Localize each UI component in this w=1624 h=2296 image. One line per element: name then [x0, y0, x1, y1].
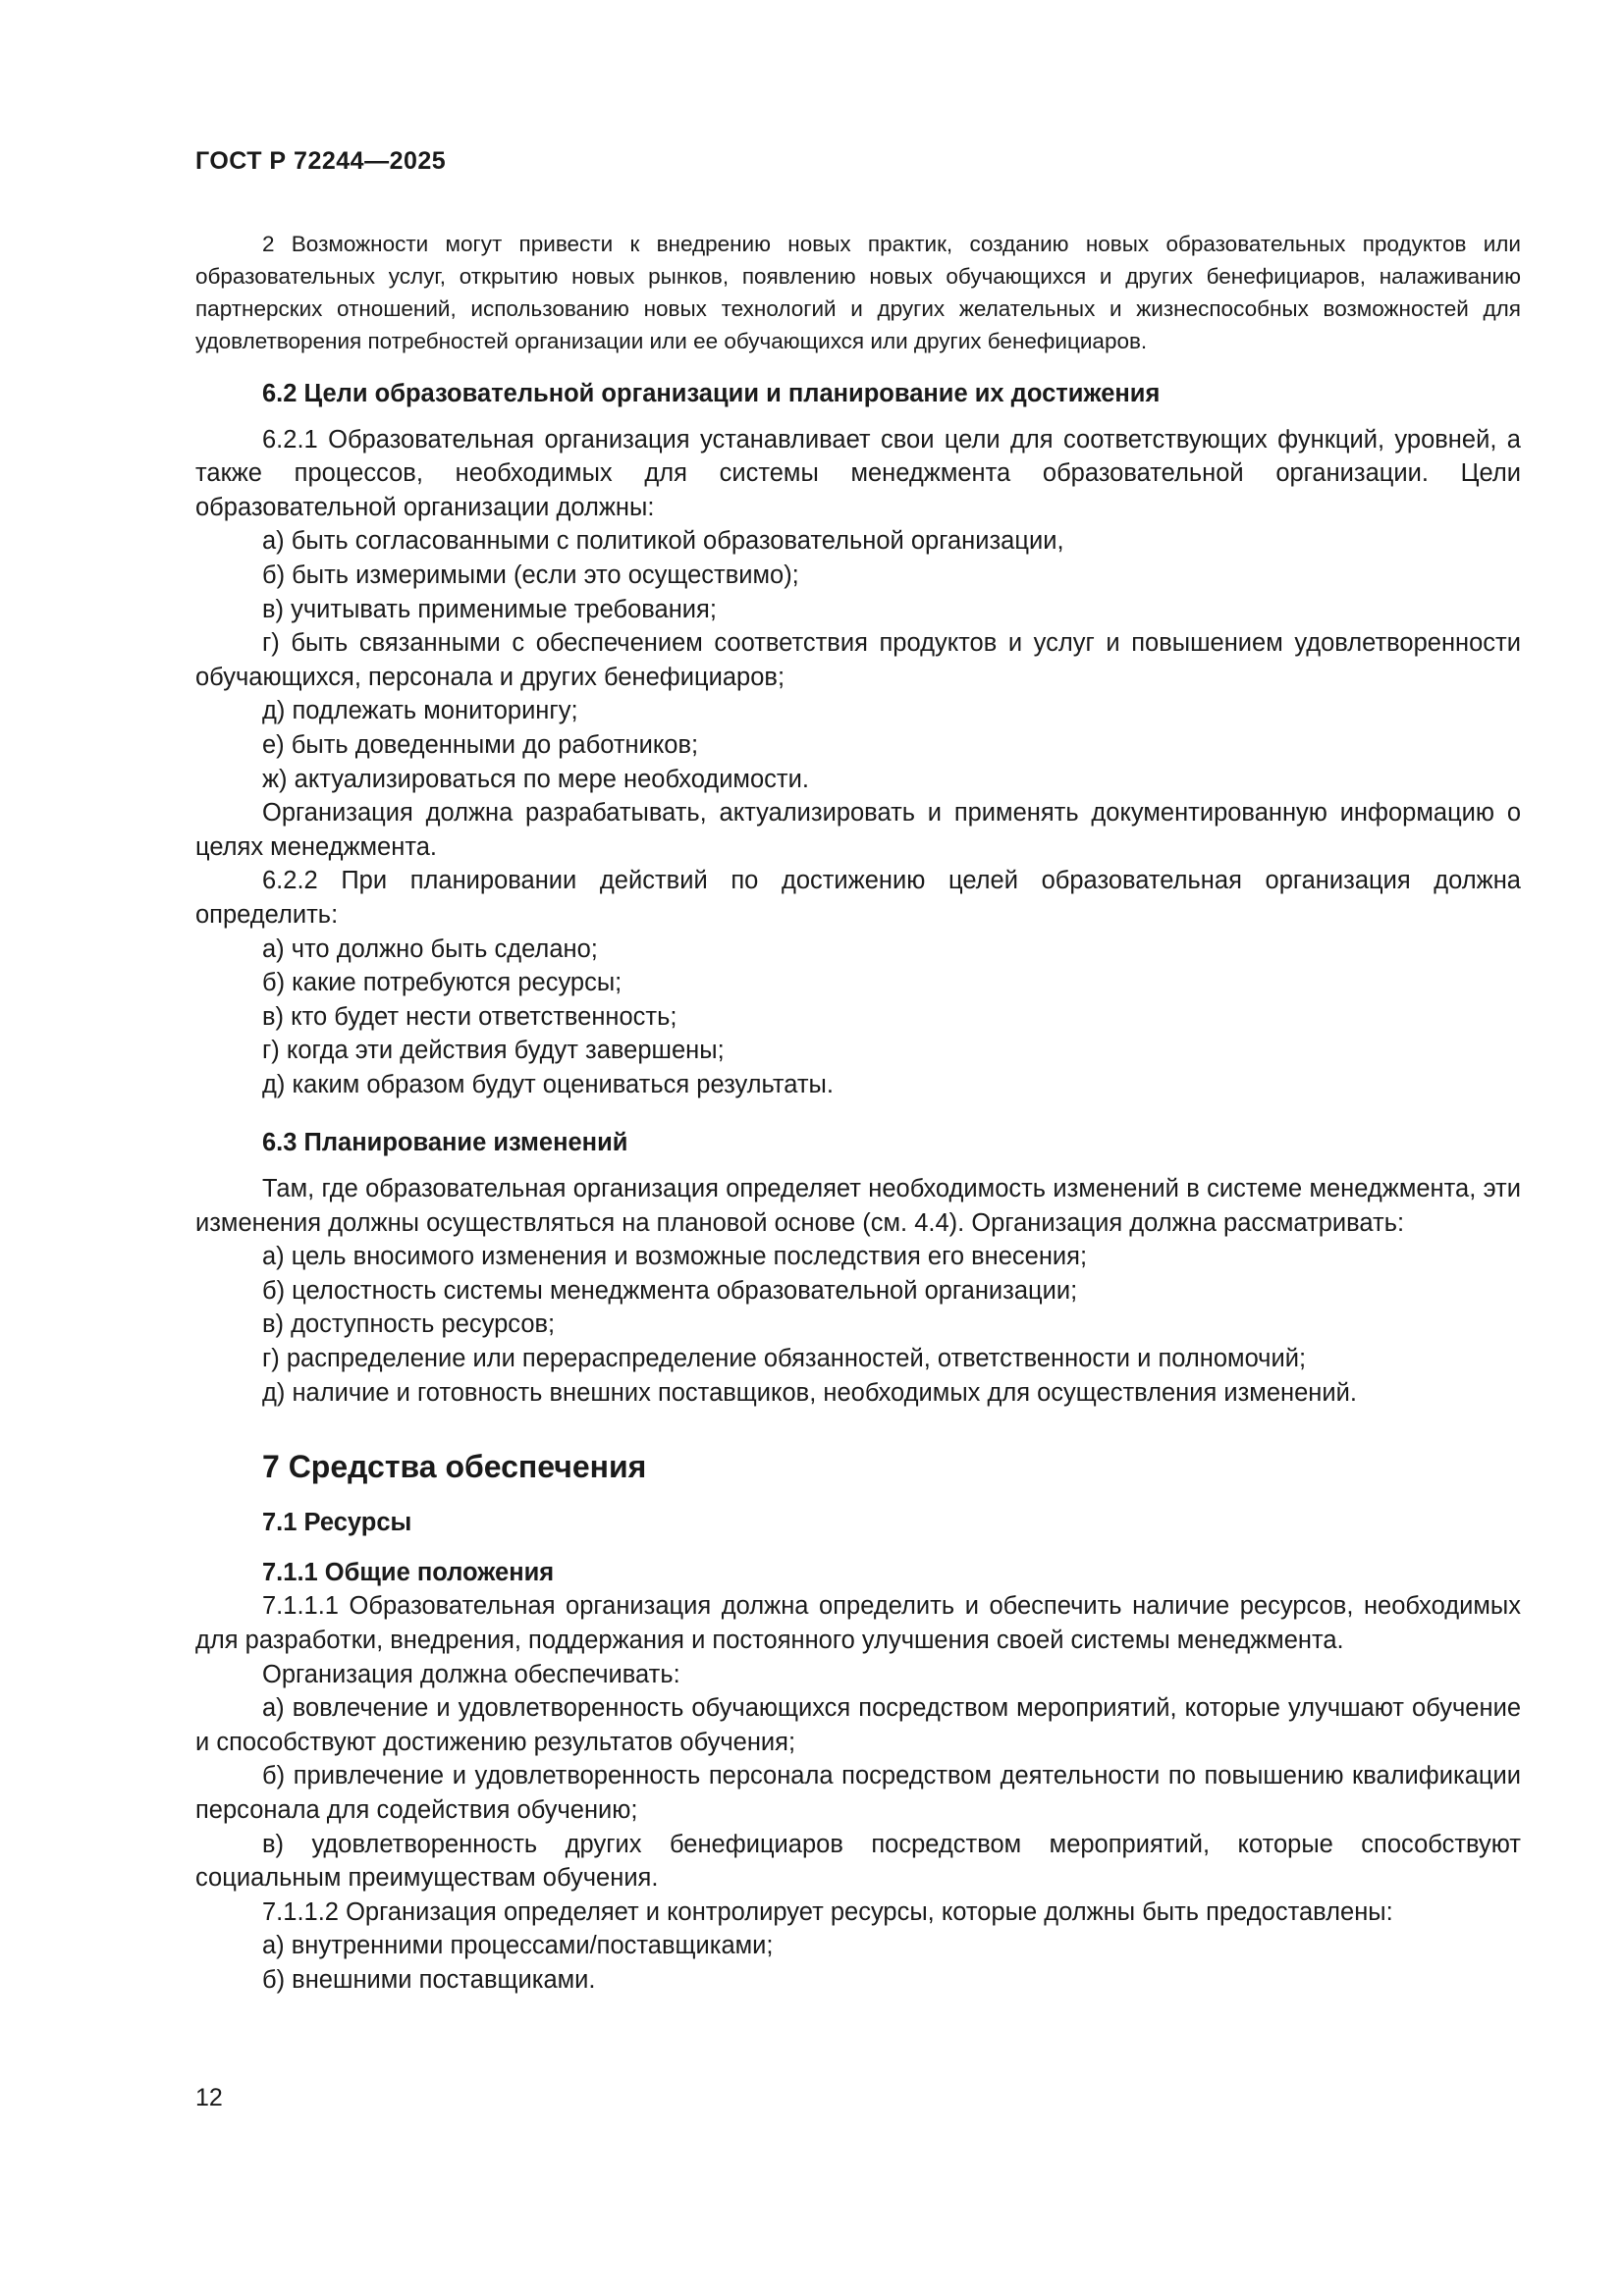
section-6-2-body: [195, 423, 1521, 1102]
paragraph: Организация должна разрабатывать, актуализировать и применять документированную информацию о целях менеджмента.: [195, 799, 1521, 861]
paragraph: Организация должна обеспечивать:: [262, 1660, 680, 1688]
list-item: в) кто будет нести ответственность;: [262, 1002, 677, 1031]
paragraph-6-2-2: 6.2.2 При планировании действий по достижению целей образовательная организация должна определить:: [195, 867, 1521, 929]
note-paragraph: 2 Возможности могут привести к внедрению новых практик, созданию новых образовательных продуктов или образовательных услуг, открытию новых рынков, появлению новых обучающихся и других бенефициаров, налаживанию партнерских отношений, использованию новых технологий и других желательных и жизнеспособных возможностей для удовлетворения потребностей организации или ее обучающихся или других бенефициаров.: [195, 232, 1521, 353]
list-item: б) целостность системы менеджмента образовательной организации;: [262, 1276, 1078, 1305]
section-heading-6-2: 6.2 Цели образовательной организации и планирование их достижения: [262, 380, 1161, 407]
section-heading-7-1: 7.1 Ресурсы: [262, 1509, 412, 1537]
list-item: а) цель вносимого изменения и возможные последствия его внесения;: [262, 1243, 1088, 1271]
list-item: б) какие потребуются ресурсы;: [262, 969, 623, 997]
list-item: в) удовлетворенность других бенефициаров посредством мероприятий, которые способствуют социальным преимуществам обучения.: [195, 1830, 1521, 1893]
list-item: ж) актуализироваться по мере необходимости.: [262, 765, 809, 793]
list-item: г) быть связанными с обеспечением соответствия продуктов и услуг и повышением удовлетворенности обучающихся, персонала и других бенефициаров;: [195, 629, 1521, 691]
list-item: д) наличие и готовность внешних поставщиков, необходимых для осуществления изменений.: [262, 1378, 1357, 1407]
list-item: г) когда эти действия будут завершены;: [262, 1037, 725, 1065]
list-item: б) привлечение и удовлетворенность персонала посредством деятельности по повышению квалификации персонала для содействия обучению;: [195, 1762, 1521, 1824]
page-number: 12: [195, 2084, 223, 2111]
section-7-1-1-body: [195, 1589, 1521, 1997]
section-heading-7: 7 Средства обеспечения: [262, 1449, 647, 1485]
document-header: ГОСТ Р 72244—2025: [195, 147, 447, 175]
section-heading-7-1-1: 7.1.1 Общие положения: [262, 1558, 555, 1586]
list-item: е) быть доведенными до работников;: [262, 730, 699, 759]
section-6-3-body: [195, 1172, 1521, 1410]
list-item: а) внутренними процессами/поставщиками;: [262, 1932, 774, 1960]
list-item: в) учитывать применимые требования;: [262, 595, 717, 623]
list-item: а) вовлечение и удовлетворенность обучающихся посредством мероприятий, которые улучшают обучение и способствуют достижению результатов обучения;: [195, 1694, 1521, 1756]
document-body: [195, 228, 1521, 1998]
paragraph-7-1-1-2: 7.1.1.2 Организация определяет и контролирует ресурсы, которые должны быть предоставлены:: [262, 1897, 1393, 1926]
list-item: а) быть согласованными с политикой образовательной организации,: [262, 527, 1064, 556]
list-item: в) доступность ресурсов;: [262, 1310, 556, 1339]
paragraph-7-1-1-1: 7.1.1.1 Образовательная организация должна определить и обеспечить наличие ресурсов, необходимых для разработки, внедрения, поддержания и постоянного улучшения своей системы менеджмента.: [195, 1592, 1521, 1654]
list-item: б) быть измеримыми (если это осуществимо);: [262, 561, 799, 589]
paragraph: Там, где образовательная организация определяет необходимость изменений в системе менеджмента, эти изменения должны осуществляться на плановой основе (см. 4.4). Организация должна рассматривать:: [195, 1175, 1521, 1237]
list-item: а) что должно быть сделано;: [262, 934, 598, 963]
paragraph-6-2-1: 6.2.1 Образовательная организация устанавливает свои цели для соответствующих функций, уровней, а также процессов, необходимых для системы менеджмента образовательной организации. Цели образовательной организации должны:: [195, 425, 1521, 521]
list-item: д) подлежать мониторингу;: [262, 697, 578, 725]
list-item: б) внешними поставщиками.: [262, 1965, 596, 1994]
list-item: д) каким образом будут оцениваться результаты.: [262, 1070, 834, 1098]
list-item: г) распределение или перераспределение обязанностей, ответственности и полномочий;: [262, 1345, 1307, 1373]
section-heading-6-3: 6.3 Планирование изменений: [262, 1129, 628, 1157]
